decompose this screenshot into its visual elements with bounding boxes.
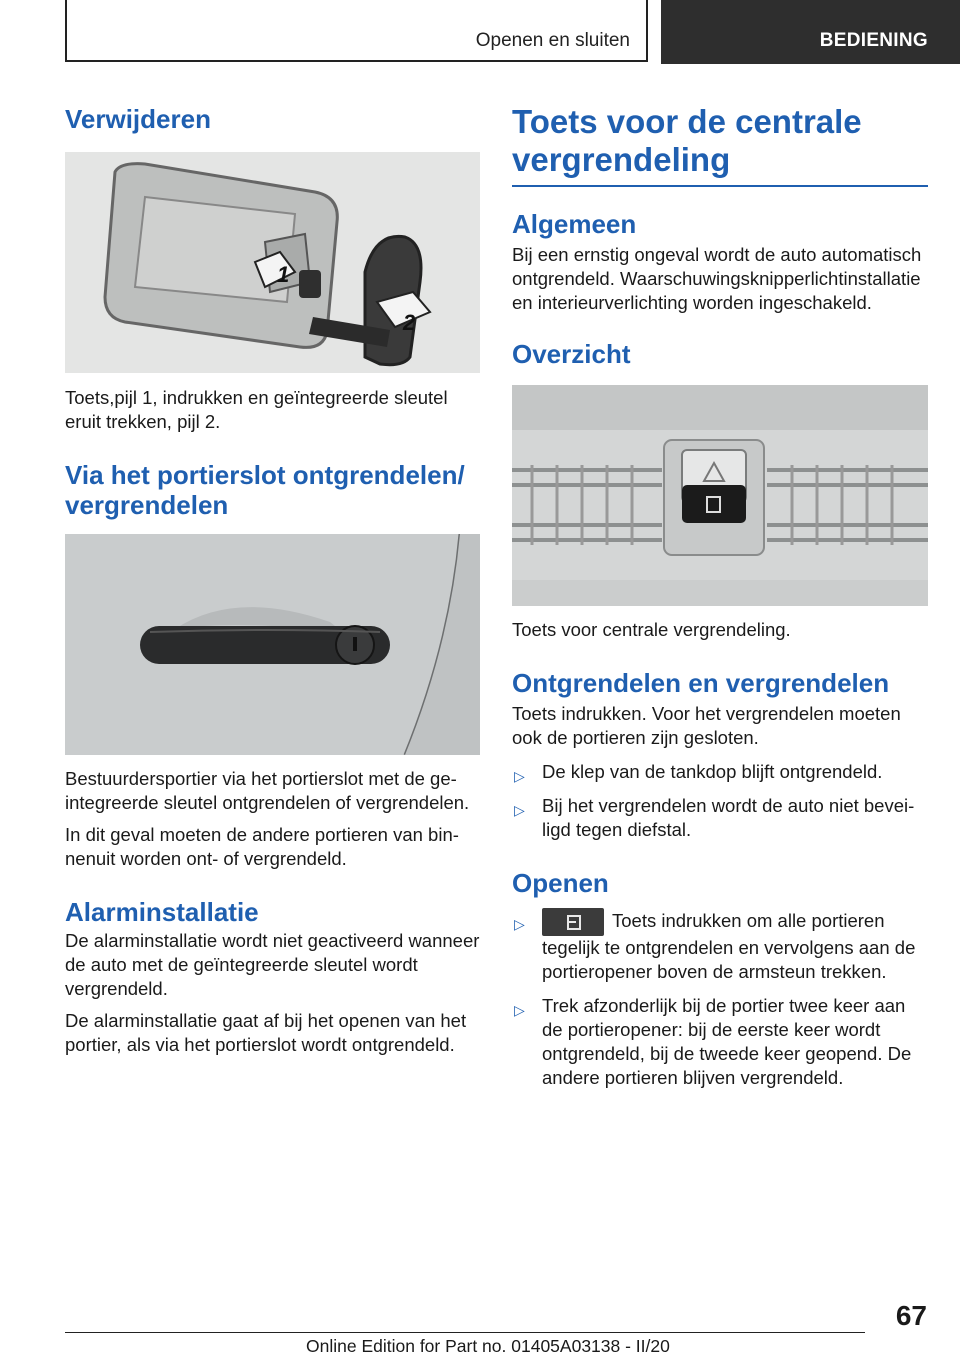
door-handle-photo <box>65 534 480 755</box>
remove-heading: Verwijderen <box>65 104 211 134</box>
list-item <box>512 794 928 842</box>
lock-unlock-bullets <box>512 760 928 842</box>
door-lock-para-1: Bestuurdersportier via het portierslot met de geintegreerde sleutel ontgrendelen of vergrendelen. <box>65 768 470 813</box>
list-item-text: Trek afzonderlijk bij de portier twee keer aan de portieropener: bij de eerste keer wordt ontgrendeld, bij de tweede keer geopend. De andere portieren blijven vergrendeld. <box>542 995 912 1088</box>
alarm-para-1: De alarminstallatie wordt niet geactiveerd wanneer de auto met de geïntegreerde sleutel wordt vergrendeld. <box>65 930 480 999</box>
central-lock-button-icon <box>542 908 604 936</box>
left-column <box>65 100 480 1057</box>
overview-heading: Overzicht <box>512 339 631 369</box>
header-chapter-tab <box>661 0 960 64</box>
right-column <box>512 100 928 1090</box>
list-item <box>512 908 928 984</box>
remove-caption: Toets,pijl 1, indrukken en geïntegreerde sleutel eruit trekken, pijl 2. <box>65 387 448 432</box>
header-section-tab <box>65 0 648 62</box>
footer-divider <box>65 1332 865 1333</box>
bullet-triangle-icon: ▷ <box>514 1002 525 1018</box>
list-item-text: De klep van de tankdop blijft ontgrendeld. <box>542 761 883 782</box>
general-heading: Algemeen <box>512 209 637 239</box>
header-section-title: Openen en sluiten <box>475 30 630 51</box>
alarm-para-2: De alarminstallatie gaat af bij het openen van het portier, als via het portierslot wordt ontgrendeld. <box>65 1010 467 1055</box>
footer-edition: Online Edition for Part no. 01405A03138 - II/20 <box>306 1336 670 1356</box>
header-chapter-title: BEDIENING <box>819 30 928 51</box>
list-item <box>512 994 928 1090</box>
central-lock-heading: Toets voor de centrale vergrendeling <box>512 103 928 187</box>
alarm-heading: Alarminstallatie <box>65 897 259 927</box>
bullet-triangle-icon: ▷ <box>514 768 525 784</box>
bullet-triangle-icon: ▷ <box>514 802 525 818</box>
open-bullets <box>512 908 928 1090</box>
list-item-text: Bij het vergrendelen wordt de auto niet beveiligd tegen diefstal. <box>542 795 915 840</box>
lock-unlock-heading: Ontgrendelen en vergrendelen <box>512 668 890 698</box>
open-heading: Openen <box>512 868 609 898</box>
arrow-label-2: 2 <box>403 310 416 335</box>
list-item-text: Toets indrukken om alle portieren tegelijk te ontgrendelen en vervolgens aan de portieropener boven de armsteun trekken. <box>542 909 916 982</box>
door-lock-heading: Via het portierslot ontgrendelen/ vergrendelen <box>65 460 465 520</box>
central-lock-button-photo <box>512 385 928 606</box>
bullet-triangle-icon: ▷ <box>514 916 525 932</box>
door-lock-para-2: In dit geval moeten de andere portieren van binnenuit worden ont- of vergrendeld. <box>65 824 459 869</box>
arrow-label-1: 1 <box>277 262 290 287</box>
list-item <box>512 760 928 784</box>
general-para: Bij een ernstig ongeval wordt de auto automatisch ontgrendeld. Waarschuwingsknipperlichtinstallatie en interieurverlichting worden ingeschakeld. <box>512 244 922 313</box>
lock-unlock-para: Toets indrukken. Voor het vergrendelen moeten ook de portieren zijn gesloten. <box>512 703 901 748</box>
key-removal-illustration <box>65 152 480 373</box>
page-number: 67 <box>895 1300 927 1331</box>
overview-caption: Toets voor centrale vergrendeling. <box>512 619 791 640</box>
